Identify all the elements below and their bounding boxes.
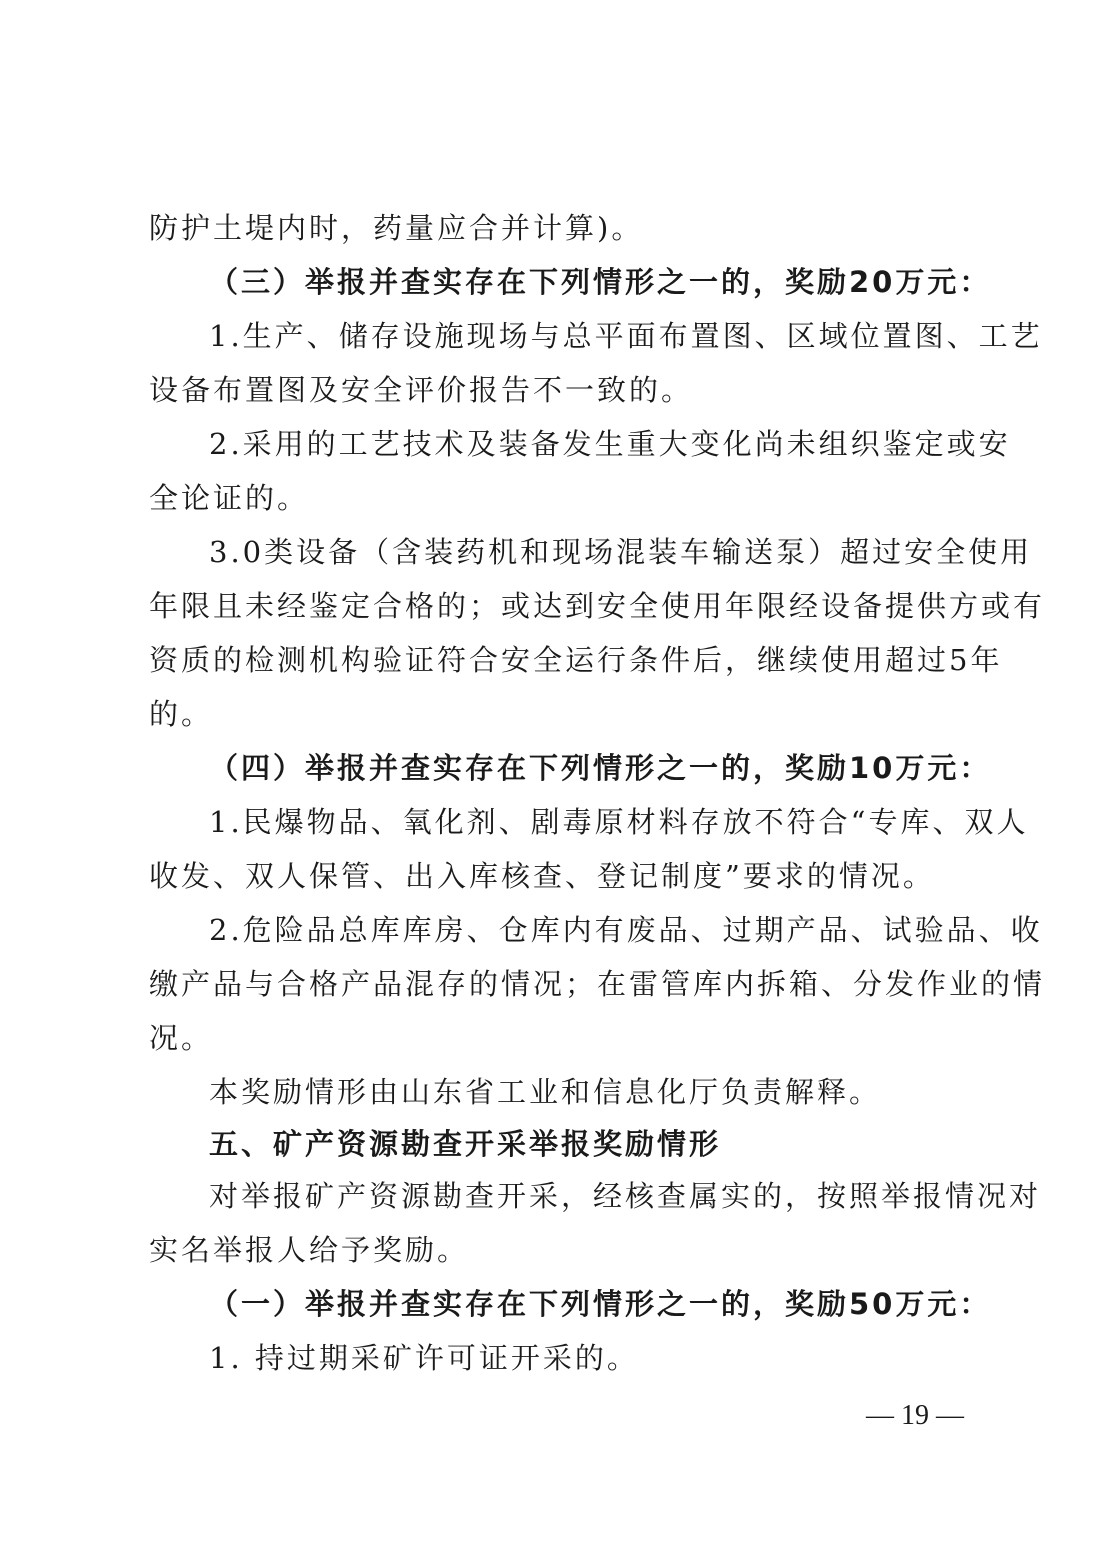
section-heading: （四）举报并查实存在下列情形之一的，奖励10万元：	[209, 751, 992, 785]
text-line: 况。	[149, 1021, 214, 1055]
text-line: 实名举报人给予奖励。	[149, 1233, 470, 1267]
text-line: 1.生产、储存设施现场与总平面布置图、区域位置图、工艺	[209, 319, 1043, 353]
text-line: 2.采用的工艺技术及装备发生重大变化尚未组织鉴定或安	[209, 427, 1011, 461]
text-line: 防护土堤内时，药量应合并计算)。	[149, 211, 644, 245]
text-line: 年限且未经鉴定合格的；或达到安全使用年限经设备提供方或有	[149, 589, 1046, 623]
text-line: 资质的检测机构验证符合安全运行条件后，继续使用超过5年	[149, 643, 1003, 677]
section-heading: （三）举报并查实存在下列情形之一的，奖励20万元：	[209, 265, 992, 299]
text-line: 本奖励情形由山东省工业和信息化厅负责解释。	[209, 1075, 882, 1109]
text-line: 设备布置图及安全评价报告不一致的。	[149, 373, 694, 407]
text-line: 2.危险品总库库房、仓库内有废品、过期产品、试验品、收	[209, 913, 1043, 947]
text-line: 1.民爆物品、氧化剂、剧毒原材料存放不符合“专库、双人	[209, 805, 1029, 839]
section-heading: 五、矿产资源勘查开采举报奖励情形	[209, 1127, 722, 1161]
text-line: 收发、双人保管、出入库核查、登记制度”要求的情况。	[149, 859, 935, 893]
text-line: 3.0类设备（含装药机和现场混装车输送泵）超过安全使用	[209, 535, 1033, 569]
page-number: — 19 —	[866, 1400, 964, 1431]
text-line: 对举报矿产资源勘查开采，经核查属实的，按照举报情况对	[209, 1179, 1042, 1213]
text-line: 缴产品与合格产品混存的情况；在雷管库内拆箱、分发作业的情	[149, 967, 1046, 1001]
text-line: 的。	[149, 697, 214, 731]
section-heading: （一）举报并查实存在下列情形之一的，奖励50万元：	[209, 1287, 992, 1321]
text-line: 1. 持过期采矿许可证开采的。	[209, 1341, 639, 1375]
text-line: 全论证的。	[149, 481, 310, 515]
